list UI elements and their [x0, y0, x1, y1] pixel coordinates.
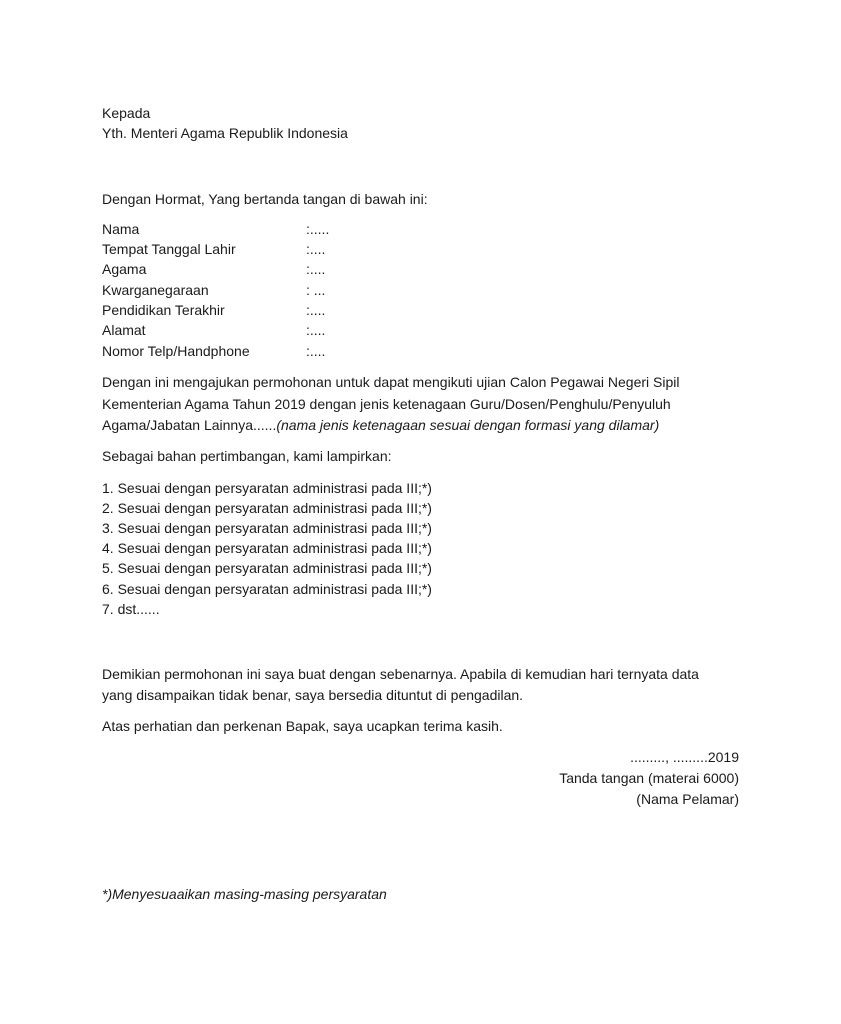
- signature-date: ........., .........2019: [630, 749, 739, 765]
- request-line-3-prefix: Agama/Jabatan Lainnya......: [102, 417, 277, 433]
- closing-line-1: Demikian permohonan ini saya buat dengan sebenarnya. Apabila di kemudian hari ternyata data: [102, 666, 699, 682]
- footnote: *)Menyesuaaikan masing-masing persyaratan: [102, 886, 387, 902]
- field-value-alamat: :....: [306, 322, 326, 338]
- request-line-3: [102, 415, 659, 435]
- field-label-nama: Nama: [102, 221, 140, 237]
- closing-thanks: Atas perhatian dan perkenan Bapak, saya ucapkan terima kasih.: [102, 718, 503, 734]
- closing-line-2: yang disampaikan tidak benar, saya bersedia dituntut di pengadilan.: [102, 687, 524, 703]
- recipient-to: Kepada: [102, 105, 151, 121]
- field-value-agama: :....: [306, 261, 326, 277]
- field-value-telepon: :....: [306, 343, 326, 359]
- field-label-telepon: Nomor Telp/Handphone: [102, 343, 250, 359]
- field-label-ttl: Tempat Tanggal Lahir: [102, 241, 236, 257]
- attachment-item: 2. Sesuai dengan persyaratan administrasi pada III;*): [102, 500, 432, 516]
- signature-sign: Tanda tangan (materai 6000): [559, 770, 739, 786]
- field-label-kewarganegaraan: Kwarganegaraan: [102, 282, 209, 298]
- attachment-item: 7. dst......: [102, 601, 160, 617]
- field-label-alamat: Alamat: [102, 322, 146, 338]
- field-value-ttl: :....: [306, 241, 326, 257]
- greeting: Dengan Hormat, Yang bertanda tangan di bawah ini:: [102, 191, 428, 207]
- attachment-item: 1. Sesuai dengan persyaratan administrasi pada III;*): [102, 480, 432, 496]
- request-line-2: Kementerian Agama Tahun 2019 dengan jenis ketenagaan Guru/Dosen/Penghulu/Penyuluh: [102, 396, 671, 412]
- recipient-addressee: Yth. Menteri Agama Republik Indonesia: [102, 125, 348, 141]
- request-line-1: Dengan ini mengajukan permohonan untuk dapat mengikuti ujian Calon Pegawai Negeri Sipil: [102, 374, 680, 390]
- attachment-item: 3. Sesuai dengan persyaratan administrasi pada III;*): [102, 520, 432, 536]
- field-value-kewarganegaraan: : ...: [306, 282, 326, 298]
- request-line-3-note: (nama jenis ketenagaan sesuai dengan formasi yang dilamar): [276, 417, 660, 433]
- field-label-pendidikan: Pendidikan Terakhir: [102, 302, 225, 318]
- attachment-item: 4. Sesuai dengan persyaratan administrasi pada III;*): [102, 540, 432, 556]
- field-value-pendidikan: :....: [306, 302, 326, 318]
- attachment-item: 5. Sesuai dengan persyaratan administrasi pada III;*): [102, 560, 432, 576]
- attachment-item: 6. Sesuai dengan persyaratan administrasi pada III;*): [102, 581, 432, 597]
- signature-name: (Nama Pelamar): [636, 791, 739, 807]
- attachments-intro: Sebagai bahan pertimbangan, kami lampirkan:: [102, 448, 392, 464]
- field-value-nama: :.....: [306, 221, 330, 237]
- field-label-agama: Agama: [102, 261, 147, 277]
